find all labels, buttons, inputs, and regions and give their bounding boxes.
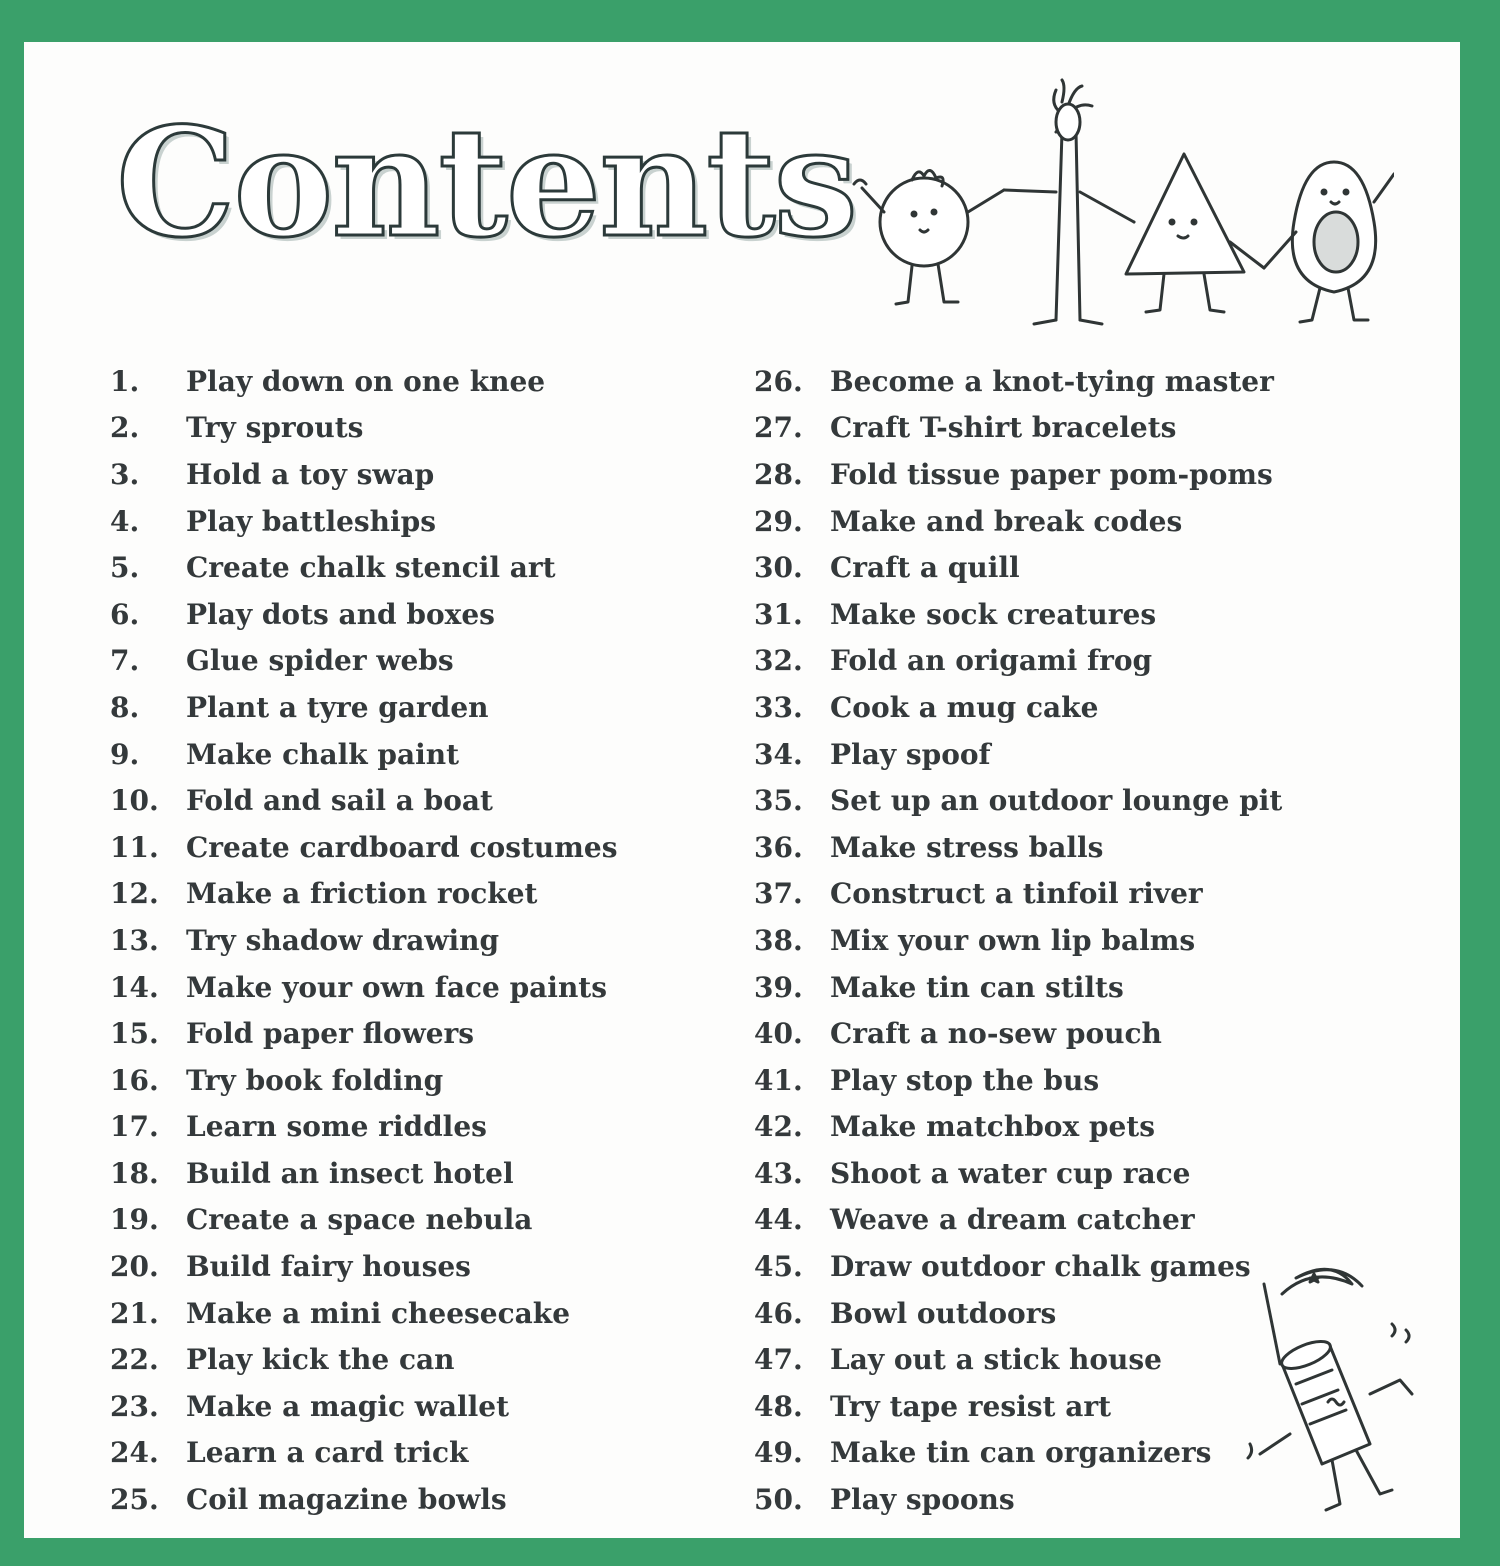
list-item[interactable] [110,358,617,405]
item-label: Make a magic wallet [186,1389,510,1423]
item-number: 38. [754,923,803,957]
item-label: Make chalk paint [186,737,460,771]
list-item[interactable] [110,1290,617,1337]
item-number: 4. [110,504,140,538]
item-label: Coil magazine bowls [186,1483,507,1517]
item-label: Set up an outdoor lounge pit [830,784,1283,818]
item-number: 33. [754,690,803,724]
item-number: 47. [754,1343,803,1377]
list-item[interactable] [110,1197,617,1244]
item-number: 39. [754,970,803,1004]
item-label: Try tape resist art [830,1389,1112,1423]
item-number: 22. [110,1343,159,1377]
item-number: 46. [754,1296,803,1330]
item-label: Try book folding [186,1063,444,1097]
item-label: Play dots and boxes [186,597,495,631]
item-number: 32. [754,644,803,678]
list-item[interactable] [754,544,1282,591]
item-label: Weave a dream catcher [830,1203,1195,1237]
item-number: 20. [110,1250,159,1284]
item-label: Craft a quill [830,551,1020,585]
list-item[interactable] [110,451,617,498]
item-number: 48. [754,1389,803,1423]
list-item[interactable] [110,731,617,778]
item-number: 27. [754,411,803,445]
dizzy-tin-can-icon [1230,1254,1450,1524]
item-label: Create cardboard costumes [186,830,618,864]
item-number: 14. [110,970,159,1004]
item-label: Fold an origami frog [830,644,1153,678]
item-number: 43. [754,1156,803,1190]
item-number: 28. [754,457,803,491]
item-number: 23. [110,1389,159,1423]
item-number: 37. [754,877,803,911]
item-number: 26. [754,364,803,398]
item-label: Build fairy houses [186,1250,471,1284]
item-number: 24. [110,1436,159,1470]
item-label: Make a mini cheesecake [186,1296,571,1330]
list-item[interactable] [754,358,1282,405]
list-item[interactable] [110,777,617,824]
page-title: Contents [116,95,857,271]
list-item[interactable] [110,638,617,685]
item-number: 15. [110,1017,159,1051]
list-item[interactable] [754,917,1282,964]
item-number: 5. [110,551,140,585]
item-label: Make your own face paints [186,970,607,1004]
item-label: Make tin can organizers [830,1436,1212,1470]
item-label: Plant a tyre garden [186,690,489,724]
list-item[interactable] [110,498,617,545]
list-item[interactable] [110,964,617,1011]
item-label: Play spoof [830,737,991,771]
item-label: Fold and sail a boat [186,784,493,818]
item-label: Learn a card trick [186,1436,469,1470]
item-label: Make stress balls [830,830,1104,864]
list-item[interactable] [110,1057,617,1104]
item-label: Make sock creatures [830,597,1157,631]
contents-list-right [754,358,1282,1523]
item-label: Play down on one knee [186,364,546,398]
list-item[interactable] [110,591,617,638]
item-label: Craft a no-sew pouch [830,1017,1162,1051]
item-number: 21. [110,1296,159,1330]
list-item[interactable] [754,824,1282,871]
item-label: Make tin can stilts [830,970,1124,1004]
list-item[interactable] [110,1383,617,1430]
item-label: Mix your own lip balms [830,923,1196,957]
item-number: 42. [754,1110,803,1144]
item-number: 50. [754,1483,803,1517]
item-label: Draw outdoor chalk games [830,1250,1251,1284]
item-label: Play stop the bus [830,1063,1100,1097]
item-label: Shoot a water cup race [830,1156,1191,1190]
list-item[interactable] [110,1243,617,1290]
item-number: 10. [110,784,159,818]
list-item[interactable] [110,544,617,591]
list-item[interactable] [754,871,1282,918]
list-item[interactable] [754,1383,1282,1430]
item-number: 8. [110,690,140,724]
list-item[interactable] [110,1430,617,1477]
item-label: Construct a tinfoil river [830,877,1203,911]
item-number: 30. [754,551,803,585]
item-label: Create chalk stencil art [186,551,556,585]
list-item[interactable] [754,1290,1282,1337]
list-item[interactable] [110,1336,617,1383]
list-item[interactable] [754,591,1282,638]
list-item[interactable] [110,871,617,918]
item-label: Cook a mug cake [830,690,1099,724]
item-label: Fold paper flowers [186,1017,475,1051]
item-label: Create a space nebula [186,1203,533,1237]
item-label: Hold a toy swap [186,457,435,491]
item-number: 6. [110,597,140,631]
item-number: 3. [110,457,140,491]
item-label: Play battleships [186,504,436,538]
item-label: Make matchbox pets [830,1110,1155,1144]
list-item[interactable] [754,1430,1282,1477]
item-number: 11. [110,830,159,864]
list-item[interactable] [110,1476,617,1523]
item-label: Try sprouts [186,411,364,445]
item-label: Lay out a stick house [830,1343,1162,1377]
food-characters-holding-hands-icon [834,62,1394,332]
item-number: 41. [754,1063,803,1097]
item-label: Glue spider webs [186,644,454,678]
list-item[interactable] [754,405,1282,452]
item-number: 40. [754,1017,803,1051]
list-item[interactable] [110,824,617,871]
list-item[interactable] [754,964,1282,1011]
item-label: Play kick the can [186,1343,455,1377]
item-label: Make a friction rocket [186,877,538,911]
item-number: 17. [110,1110,159,1144]
contents-list-left [110,358,617,1523]
item-label: Fold tissue paper pom-poms [830,457,1273,491]
item-number: 1. [110,364,140,398]
list-item[interactable] [110,1150,617,1197]
list-item[interactable] [754,777,1282,824]
list-item[interactable] [754,1150,1282,1197]
item-number: 13. [110,923,159,957]
list-item[interactable] [110,1010,617,1057]
item-number: 49. [754,1436,803,1470]
item-number: 36. [754,830,803,864]
list-item[interactable] [754,451,1282,498]
item-number: 19. [110,1203,159,1237]
list-item[interactable] [754,1243,1282,1290]
item-number: 25. [110,1483,159,1517]
list-item[interactable] [754,1476,1282,1523]
list-item[interactable] [754,1336,1282,1383]
item-number: 16. [110,1063,159,1097]
item-number: 31. [754,597,803,631]
item-number: 29. [754,504,803,538]
list-item[interactable] [754,1010,1282,1057]
item-number: 34. [754,737,803,771]
item-label: Become a knot-tying master [830,364,1274,398]
item-label: Play spoons [830,1483,1015,1517]
item-number: 9. [110,737,140,771]
list-item[interactable] [110,405,617,452]
list-item[interactable] [754,498,1282,545]
item-number: 2. [110,411,140,445]
item-number: 44. [754,1203,803,1237]
item-label: Build an insect hotel [186,1156,514,1190]
list-item[interactable] [754,1104,1282,1151]
item-number: 18. [110,1156,159,1190]
item-label: Learn some riddles [186,1110,487,1144]
list-item[interactable] [754,1197,1282,1244]
item-number: 35. [754,784,803,818]
item-label: Try shadow drawing [186,923,500,957]
item-label: Make and break codes [830,504,1183,538]
list-item[interactable] [754,1057,1282,1104]
contents-page [24,42,1460,1538]
list-item[interactable] [754,684,1282,731]
item-number: 45. [754,1250,803,1284]
item-label: Craft T-shirt bracelets [830,411,1177,445]
item-label: Bowl outdoors [830,1296,1057,1330]
list-item[interactable] [110,917,617,964]
item-number: 12. [110,877,159,911]
item-number: 7. [110,644,140,678]
list-item[interactable] [754,731,1282,778]
list-item[interactable] [110,684,617,731]
list-item[interactable] [754,638,1282,685]
list-item[interactable] [110,1104,617,1151]
